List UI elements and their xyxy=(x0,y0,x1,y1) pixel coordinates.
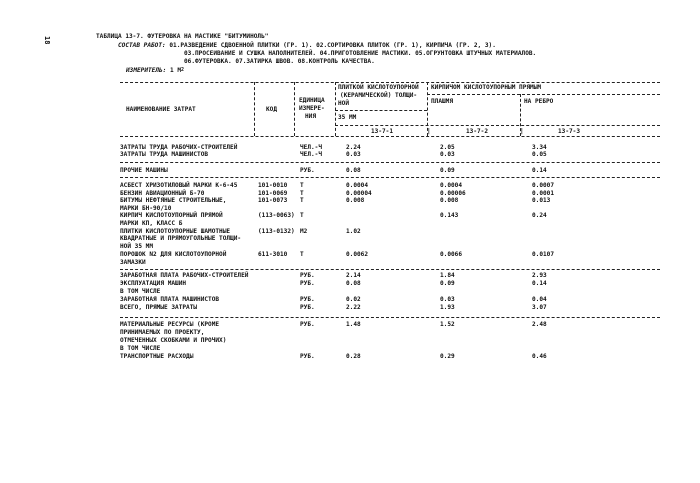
row-name: ОТМЕЧЕННЫХ СКОБКАМИ И ПРОЧИХ) xyxy=(120,337,227,344)
row-value-3: 2.93 xyxy=(532,272,547,279)
composition-line1: 01.РАЗВЕДЕНИЕ СДВОЕННОЙ ПЛИТКИ (ГР. 1). 02.СОРТИРОВКА ПЛИТОК (ГР. 1), КИРПИЧА (ГР. 2, 3). xyxy=(169,42,496,49)
row-value-1: 0.0062 xyxy=(346,251,369,258)
col-code: КОД xyxy=(266,106,278,113)
row-unit: Т xyxy=(300,212,304,219)
row-code: 101-0073 xyxy=(258,197,288,204)
row-name: В ТОМ ЧИСЛЕ xyxy=(120,288,161,295)
row-value-2: 0.143 xyxy=(440,212,459,219)
brick-subrule xyxy=(427,94,660,95)
row-name: ЗАРАБОТНАЯ ПЛАТА МАШИНИСТОВ xyxy=(120,296,220,303)
col-code2: 13-7-2 xyxy=(466,128,489,135)
row-value-1: 1.48 xyxy=(346,321,361,328)
sep-b: | xyxy=(520,128,524,135)
row-name: МАТЕРИАЛЬНЫЕ РЕСУРСЫ (КРОМЕ xyxy=(120,321,220,328)
row-name: ЗАТРАТЫ ТРУДА РАБОЧИХ-СТРОИТЕЛЕЙ xyxy=(120,144,238,151)
row-value-1: 2.24 xyxy=(346,144,361,151)
table-title: ТАБЛИЦА 13-7. ФУТЕРОВКА НА МАСТИКЕ "БИТУМИНОЛЬ" xyxy=(96,33,269,40)
row-unit: РУБ. xyxy=(300,304,315,311)
row-name: ПРИНИМАЕМЫХ ПО ПРОЕКТУ, xyxy=(120,329,205,336)
col-code1: 13-7-1 xyxy=(371,128,394,135)
row-unit: М2 xyxy=(300,228,308,235)
col-unit-l3: НИЯ xyxy=(305,113,317,120)
row-value-1: 0.28 xyxy=(346,353,361,360)
col-tile-l3: НОЙ xyxy=(338,100,350,107)
row-value-2: 1.84 xyxy=(440,272,455,279)
row-value-1: 0.008 xyxy=(346,197,365,204)
row-unit: РУБ. xyxy=(300,321,315,328)
composition-line2: 03.ПРОСЕИВАНИЕ И СУШКА НАПОЛНИТЕЛЕЙ. 04.ПРИГОТОВЛЕНИЕ МАСТИКИ. 05.ОГРУНТОВКА ШТУЧНЫХ МАТЕРИАЛОВ. xyxy=(184,50,537,57)
row-name: МАРКИ БН-90/10 xyxy=(120,205,172,212)
row-value-1: 0.02 xyxy=(346,296,361,303)
row-value-1: 2.14 xyxy=(346,272,361,279)
row-value-3: 0.04 xyxy=(532,296,547,303)
row-value-1: 2.22 xyxy=(346,304,361,311)
row-name: МАРКИ КП, КЛАСС Б xyxy=(120,220,183,227)
row-value-2: 0.0066 xyxy=(440,251,463,258)
row-unit: РУБ. xyxy=(300,353,315,360)
row-value-1: 1.02 xyxy=(346,228,361,235)
meter-label: ИЗМЕРИТЕЛЬ: xyxy=(126,67,167,74)
group-rule-1 xyxy=(120,162,660,163)
row-value-3: 2.48 xyxy=(532,321,547,328)
row-name: ЗАТРАТЫ ТРУДА МАШИНИСТОВ xyxy=(120,151,209,158)
group-rule-2 xyxy=(120,177,660,178)
row-unit: Т xyxy=(300,182,304,189)
row-unit: РУБ. xyxy=(300,296,315,303)
col-brick-edge: НА РЕБРО xyxy=(524,98,554,105)
row-name: ТРАНСПОРТНЫЕ РАСХОДЫ xyxy=(120,353,194,360)
row-value-3: 0.14 xyxy=(532,280,547,287)
meter xyxy=(126,68,184,74)
group-rule-4 xyxy=(120,317,660,318)
row-name: ВСЕГО, ПРЯМЫЕ ЗАТРАТЫ xyxy=(120,304,198,311)
row-value-2: 0.0004 xyxy=(440,182,463,189)
row-name: ПЛИТКИ КИСЛОТОУПОРНЫЕ ШАМОТНЫЕ xyxy=(120,228,231,235)
row-value-2: 0.03 xyxy=(440,296,455,303)
row-value-3: 3.07 xyxy=(532,304,547,311)
row-code: (113-0063) xyxy=(258,212,295,219)
row-name: БИТУМЫ НЕФТЯНЫЕ СТРОИТЕЛЬНЫЕ, xyxy=(120,197,227,204)
col-tile-l1: ПЛИТКОЙ КИСЛОТОУПОРНОЙ xyxy=(338,84,419,91)
row-code: (113-0132) xyxy=(258,228,295,235)
col-name: НАИМЕНОВАНИЕ ЗАТРАТ xyxy=(126,106,196,113)
row-name: АСБЕСТ ХРИЗОТИЛОВЫЙ МАРКИ К-6-45 xyxy=(120,182,238,189)
sep-a: | xyxy=(427,128,431,135)
row-name: В ТОМ ЧИСЛЕ xyxy=(120,345,161,352)
row-unit: РУБ. xyxy=(300,280,315,287)
row-value-2: 1.93 xyxy=(440,304,455,311)
row-value-1: 0.0004 xyxy=(346,182,369,189)
composition-label xyxy=(118,43,496,49)
row-value-3: 0.0107 xyxy=(532,251,555,258)
row-value-1: 0.08 xyxy=(346,280,361,287)
row-value-2: 0.03 xyxy=(440,151,455,158)
header-top-rule xyxy=(120,82,660,83)
row-value-3: 0.46 xyxy=(532,353,547,360)
col-brick-flat: ПЛАШМЯ xyxy=(431,98,454,105)
col-unit-l1: ЕДИНИЦА xyxy=(299,97,325,104)
row-value-1: 0.00004 xyxy=(346,190,372,197)
col-brick-group: КИРПИЧОМ КИСЛОТОУПОРНЫМ ПРЯМЫМ xyxy=(431,84,542,91)
row-code: 101-0069 xyxy=(258,190,288,197)
composition-label-text: СОСТАВ РАБОТ: xyxy=(118,42,166,49)
row-unit: РУБ. xyxy=(300,167,315,174)
col-code3: 13-7-3 xyxy=(558,128,581,135)
row-value-1: 0.03 xyxy=(346,151,361,158)
row-value-3: 0.0001 xyxy=(532,190,555,197)
tile-subrule xyxy=(335,110,427,111)
header-code-rule xyxy=(335,125,660,126)
row-unit: ЧЕЛ.-Ч xyxy=(300,151,323,158)
meter-sup: 2 xyxy=(181,67,185,73)
row-name: БЕНЗИН АВИАЦИОННЫЙ Б-70 xyxy=(120,190,205,197)
row-unit: Т xyxy=(300,251,304,258)
row-name: ПРОЧИЕ МАШИНЫ xyxy=(120,167,168,174)
row-value-2: 2.05 xyxy=(440,144,455,151)
row-code: 101-0010 xyxy=(258,182,288,189)
col-unit-l2: ИЗМЕРЕ- xyxy=(299,105,325,112)
row-unit: Т xyxy=(300,197,304,204)
row-value-2: 0.00006 xyxy=(440,190,466,197)
row-value-3: 0.14 xyxy=(532,167,547,174)
row-value-3: 3.34 xyxy=(532,144,547,151)
row-value-3: 0.05 xyxy=(532,151,547,158)
vline-2 xyxy=(294,82,295,136)
col-tile-thickness: 35 ММ xyxy=(338,114,357,121)
row-value-3: 0.013 xyxy=(532,197,551,204)
row-value-2: 0.29 xyxy=(440,353,455,360)
header-bottom-rule xyxy=(120,136,660,137)
row-name: ЗАМАЗКИ xyxy=(120,259,146,266)
row-name: КВАДРАТНЫЕ И ПРЯМОУГОЛЬНЫЕ ТОЛЩИ- xyxy=(120,235,242,242)
row-value-1: 0.08 xyxy=(346,167,361,174)
meter-value: 1 М xyxy=(170,67,182,74)
page-number: 18 xyxy=(43,36,51,45)
row-unit: Т xyxy=(300,190,304,197)
row-value-2: 0.008 xyxy=(440,197,459,204)
vline-3 xyxy=(335,82,336,136)
row-name: ПОРОШОК N2 ДЛЯ КИСЛОТОУПОРНОЙ xyxy=(120,251,227,258)
row-name: КИРПИЧ КИСЛОТОУПОРНЫЙ ПРЯМОЙ xyxy=(120,212,223,219)
row-name: ЗАРАБОТНАЯ ПЛАТА РАБОЧИХ-СТРОИТЕЛЕЙ xyxy=(120,272,249,279)
row-value-2: 0.09 xyxy=(440,280,455,287)
row-unit: РУБ. xyxy=(300,272,315,279)
vline-1 xyxy=(254,82,255,136)
row-name: ЭКСПЛУАТАЦИЯ МАШИН xyxy=(120,280,187,287)
row-value-3: 0.0007 xyxy=(532,182,555,189)
row-code: 611-3010 xyxy=(258,251,288,258)
group-rule-3 xyxy=(120,269,660,270)
composition-line3: 06.ФУТЕРОВКА. 07.ЗАТИРКА ШВОВ. 08.КОНТРОЛЬ КАЧЕСТВА. xyxy=(184,58,375,65)
row-value-3: 0.24 xyxy=(532,212,547,219)
row-value-2: 0.09 xyxy=(440,167,455,174)
row-value-2: 1.52 xyxy=(440,321,455,328)
row-unit: ЧЕЛ.-Ч xyxy=(300,144,323,151)
row-name: НОЙ 35 ММ xyxy=(120,243,154,250)
col-tile-l2: (КЕРАМИЧЕСКОЙ) ТОЛЩИ- xyxy=(340,92,418,99)
